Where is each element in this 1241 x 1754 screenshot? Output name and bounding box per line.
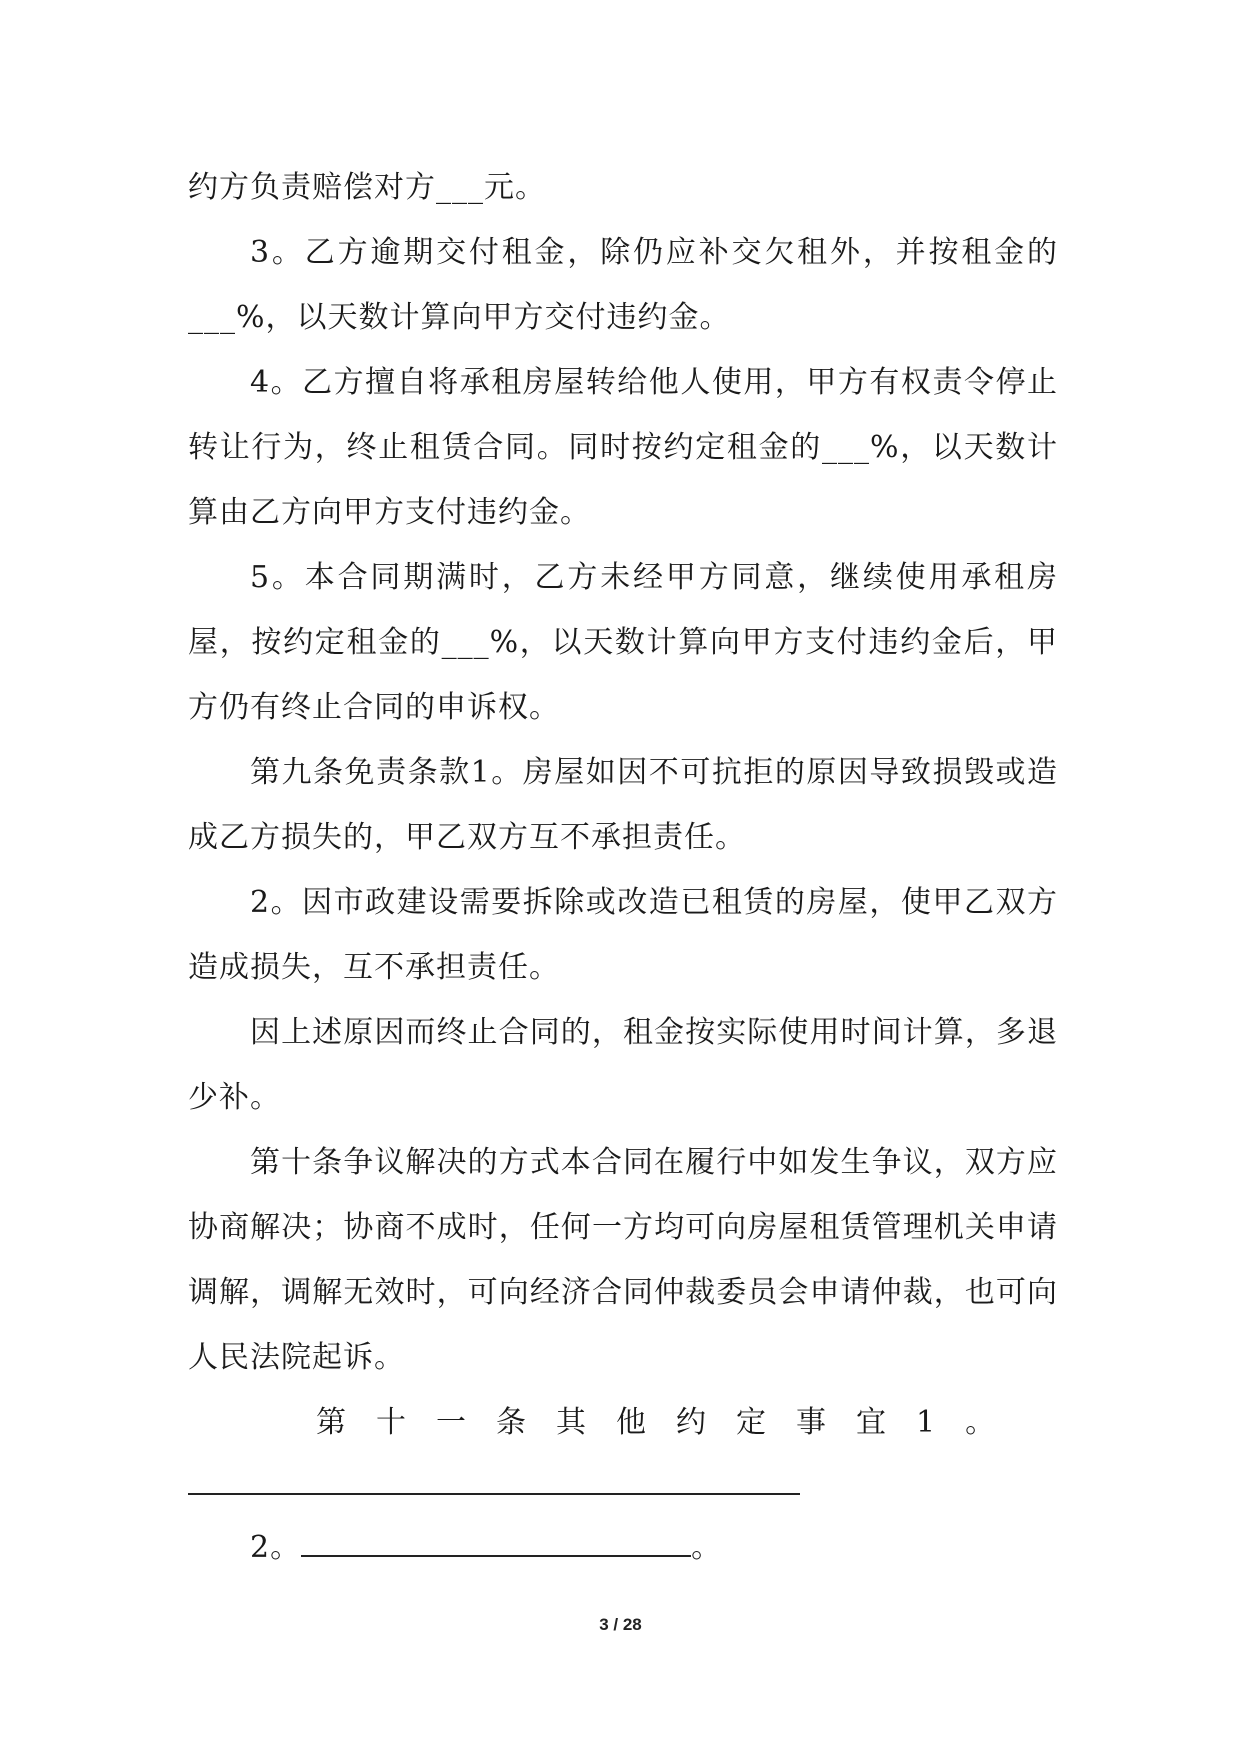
paragraph-article-11-item-2 [188,1515,1058,1580]
paragraph-overstay: 5。本合同期满时，乙方未经甲方同意，继续使用承租房屋，按约定租金的___%，以天数计算向甲方支付违约金后，甲方仍有终止合同的申诉权。 [188,560,1058,725]
item-2-prefix: 2。 [250,1530,302,1565]
fill-in-line-1 [188,1493,800,1495]
paragraph-article-10: 第十条争议解决的方式本合同在履行中如发生争议，双方应协商解决；协商不成时，任何一方均可向房屋租赁管理机关申请调解，调解无效时，可向经济合同仲裁委员会申请仲裁，也可向人民法院起诉。 [188,1145,1058,1375]
document-body [188,155,1058,1580]
page-number: 3 / 28 [599,1615,642,1634]
fill-in-line-2 [301,1537,691,1557]
paragraph-breach-compensation: 约方负责赔偿对方___元。 [188,170,546,205]
paragraph-municipal: 2。因市政建设需要拆除或改造已租赁的房屋，使甲乙双方造成损失，互不承担责任。 [188,885,1058,985]
paragraph-refund: 因上述原因而终止合同的，租金按实际使用时间计算，多退少补。 [188,1015,1058,1115]
paragraph-article-9: 第九条免责条款1。房屋如因不可抗拒的原因导致损毁或造成乙方损失的，甲乙双方互不承担责任。 [188,755,1058,855]
item-2-suffix: 。 [691,1530,723,1565]
paragraph-late-rent: 3。乙方逾期交付租金，除仍应补交欠租外，并按租金的___%，以天数计算向甲方交付违约金。 [188,235,1058,335]
paragraph-article-11-heading: 第十一条其他约定事宜1。 [316,1405,1026,1440]
paragraph-sublet: 4。乙方擅自将承租房屋转给他人使用，甲方有权责令停止转让行为，终止租赁合同。同时按约定租金的___%，以天数计算由乙方向甲方支付违约金。 [188,365,1058,530]
